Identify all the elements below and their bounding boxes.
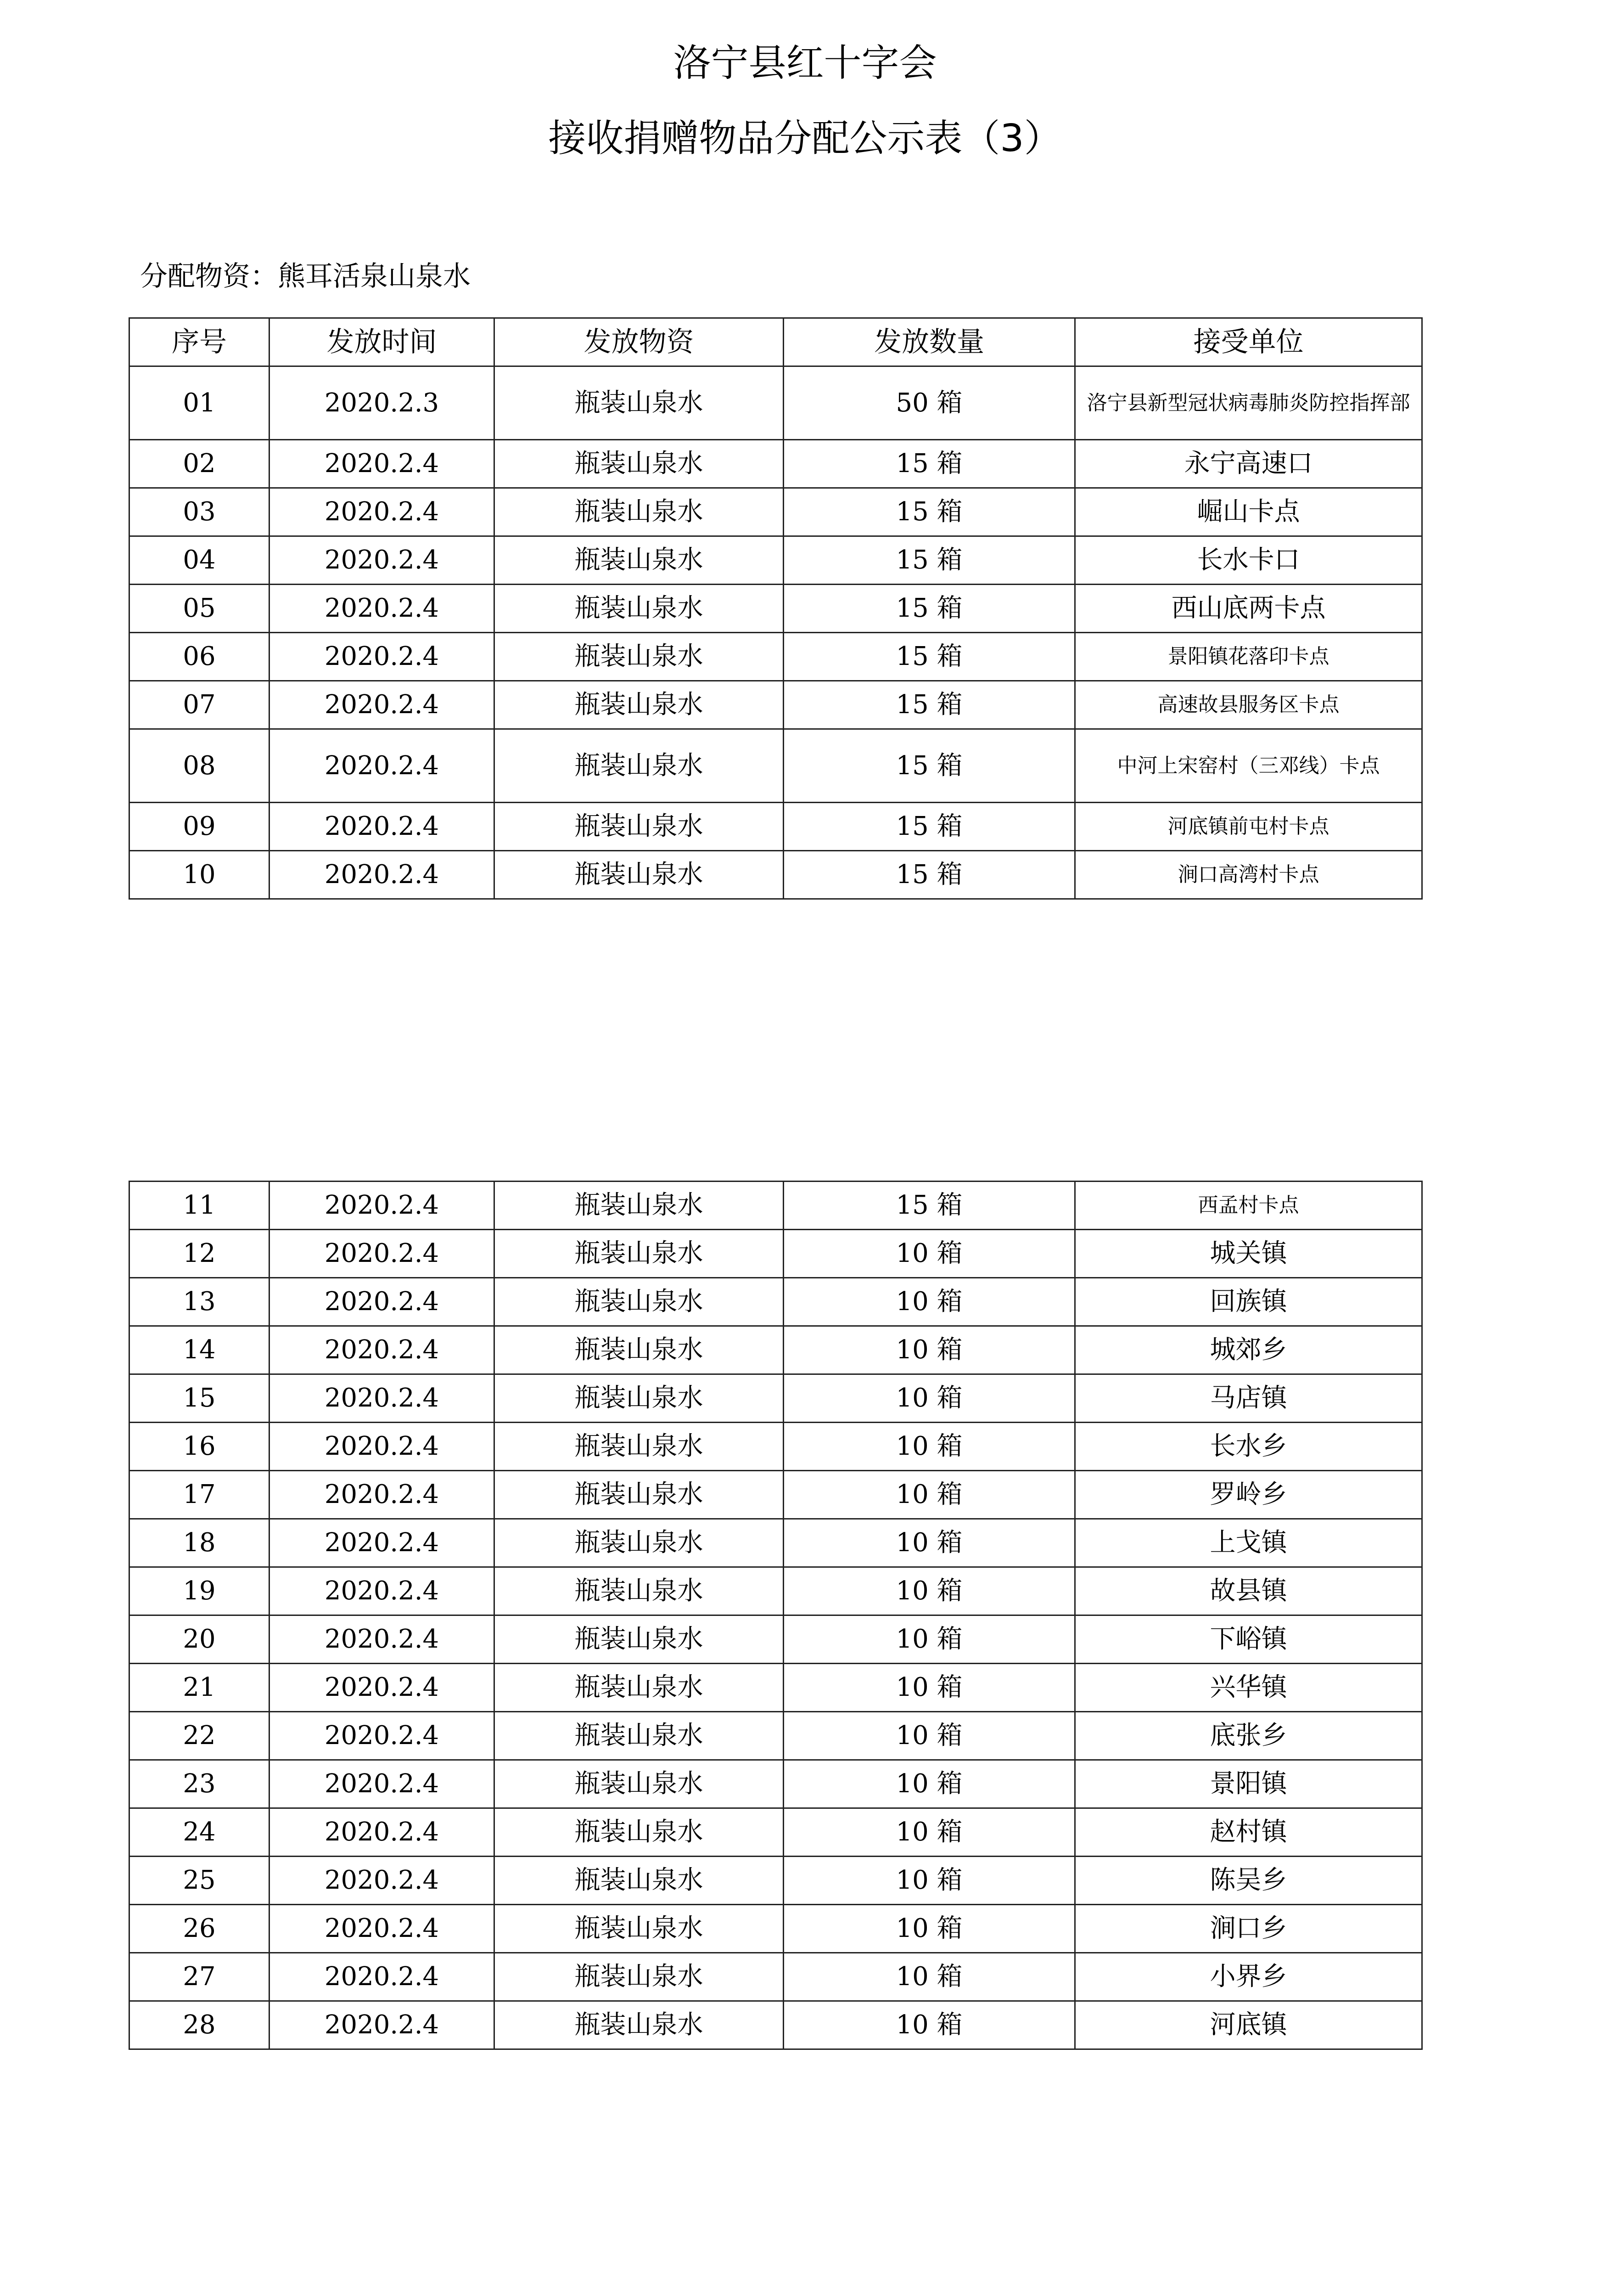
- table-row: [129, 1905, 1422, 1953]
- table-row: [129, 1519, 1422, 1567]
- row-date: 2020.2.4: [269, 1905, 494, 1953]
- row-quantity: 10 箱: [784, 1857, 1075, 1905]
- row-recipient: 长水乡: [1075, 1423, 1422, 1471]
- row-item: 瓶装山泉水: [494, 1664, 784, 1712]
- row-date: 2020.2.4: [269, 1326, 494, 1374]
- row-date: 2020.2.4: [269, 681, 494, 729]
- table-row: [129, 1374, 1422, 1423]
- row-number: 28: [129, 2001, 269, 2049]
- row-quantity: 15 箱: [784, 851, 1075, 899]
- row-quantity: 15 箱: [784, 803, 1075, 851]
- row-number: 09: [129, 803, 269, 851]
- table-row: [129, 1326, 1422, 1374]
- row-recipient: 西山底两卡点: [1075, 585, 1422, 633]
- row-quantity: 10 箱: [784, 1423, 1075, 1471]
- row-date: 2020.2.4: [269, 1808, 494, 1857]
- row-number: 11: [129, 1182, 269, 1230]
- document-title: 洛宁县红十字会: [673, 41, 937, 85]
- row-number: 01: [129, 366, 269, 440]
- row-date: 2020.2.4: [269, 1712, 494, 1760]
- row-recipient: 上戈镇: [1075, 1519, 1422, 1567]
- row-number: 15: [129, 1374, 269, 1423]
- distribution-table-part-1: [129, 317, 1423, 900]
- col-header-item: 发放物资: [494, 318, 784, 366]
- row-date: 2020.2.4: [269, 1567, 494, 1615]
- row-quantity: 15 箱: [784, 440, 1075, 488]
- row-number: 17: [129, 1471, 269, 1519]
- row-item: 瓶装山泉水: [494, 633, 784, 681]
- row-date: 2020.2.4: [269, 585, 494, 633]
- row-quantity: 15 箱: [784, 633, 1075, 681]
- row-date: 2020.2.4: [269, 803, 494, 851]
- row-number: 07: [129, 681, 269, 729]
- row-quantity: 10 箱: [784, 1567, 1075, 1615]
- row-item: 瓶装山泉水: [494, 1905, 784, 1953]
- table-row: [129, 1615, 1422, 1664]
- row-date: 2020.2.4: [269, 1760, 494, 1808]
- row-date: 2020.2.4: [269, 1857, 494, 1905]
- row-number: 19: [129, 1567, 269, 1615]
- row-number: 04: [129, 536, 269, 585]
- row-recipient: 城郊乡: [1075, 1326, 1422, 1374]
- document-subtitle-table-name: 接收捐赠物品分配公示表（3）: [548, 117, 1062, 160]
- row-date: 2020.2.4: [269, 729, 494, 803]
- row-item: 瓶装山泉水: [494, 1567, 784, 1615]
- row-number: 24: [129, 1808, 269, 1857]
- row-number: 16: [129, 1423, 269, 1471]
- row-number: 03: [129, 488, 269, 536]
- row-quantity: 15 箱: [784, 681, 1075, 729]
- row-quantity: 15 箱: [784, 488, 1075, 536]
- table-row: [129, 729, 1422, 803]
- row-item: 瓶装山泉水: [494, 803, 784, 851]
- row-date: 2020.2.4: [269, 1953, 494, 2001]
- row-quantity: 10 箱: [784, 1760, 1075, 1808]
- row-number: 25: [129, 1857, 269, 1905]
- row-item: 瓶装山泉水: [494, 440, 784, 488]
- row-date: 2020.2.4: [269, 1519, 494, 1567]
- row-number: 23: [129, 1760, 269, 1808]
- row-item: 瓶装山泉水: [494, 1953, 784, 2001]
- row-date: 2020.2.4: [269, 440, 494, 488]
- row-item: 瓶装山泉水: [494, 585, 784, 633]
- material-label: 分配物资：熊耳活泉山泉水: [140, 260, 471, 293]
- row-recipient: 中河上宋窑村（三邓线）卡点: [1075, 729, 1422, 803]
- row-item: 瓶装山泉水: [494, 1519, 784, 1567]
- row-quantity: 10 箱: [784, 1615, 1075, 1664]
- table-row: [129, 1230, 1422, 1278]
- row-recipient: 兴华镇: [1075, 1664, 1422, 1712]
- row-quantity: 10 箱: [784, 1326, 1075, 1374]
- row-date: 2020.2.4: [269, 1615, 494, 1664]
- row-number: 14: [129, 1326, 269, 1374]
- row-item: 瓶装山泉水: [494, 1326, 784, 1374]
- table-row: [129, 681, 1422, 729]
- row-quantity: 15 箱: [784, 1182, 1075, 1230]
- row-item: 瓶装山泉水: [494, 536, 784, 585]
- table-row: [129, 585, 1422, 633]
- row-quantity: 15 箱: [784, 585, 1075, 633]
- table-row: [129, 488, 1422, 536]
- row-recipient: 河底镇前屯村卡点: [1075, 803, 1422, 851]
- row-number: 13: [129, 1278, 269, 1326]
- row-recipient: 涧口高湾村卡点: [1075, 851, 1422, 899]
- row-recipient: 城关镇: [1075, 1230, 1422, 1278]
- row-date: 2020.2.4: [269, 1182, 494, 1230]
- table-row: [129, 366, 1422, 440]
- row-item: 瓶装山泉水: [494, 488, 784, 536]
- row-number: 20: [129, 1615, 269, 1664]
- col-header-recipient: 接受单位: [1075, 318, 1422, 366]
- row-number: 18: [129, 1519, 269, 1567]
- table-row: [129, 851, 1422, 899]
- row-item: 瓶装山泉水: [494, 1615, 784, 1664]
- table-row: [129, 1808, 1422, 1857]
- row-quantity: 10 箱: [784, 1905, 1075, 1953]
- row-quantity: 10 箱: [784, 1374, 1075, 1423]
- table-header-row: [129, 318, 1422, 366]
- row-item: 瓶装山泉水: [494, 1423, 784, 1471]
- table-row: [129, 1278, 1422, 1326]
- distribution-table-part-2: [129, 1181, 1423, 2050]
- row-date: 2020.2.4: [269, 1278, 494, 1326]
- row-recipient: 涧口乡: [1075, 1905, 1422, 1953]
- row-quantity: 10 箱: [784, 1664, 1075, 1712]
- row-number: 21: [129, 1664, 269, 1712]
- row-date: 2020.2.4: [269, 633, 494, 681]
- row-number: 10: [129, 851, 269, 899]
- row-quantity: 15 箱: [784, 536, 1075, 585]
- row-date: 2020.2.4: [269, 536, 494, 585]
- row-recipient: 永宁高速口: [1075, 440, 1422, 488]
- row-recipient: 洛宁县新型冠状病毒肺炎防控指挥部: [1075, 366, 1422, 440]
- row-item: 瓶装山泉水: [494, 1712, 784, 1760]
- col-header-number: 序号: [129, 318, 269, 366]
- row-item: 瓶装山泉水: [494, 366, 784, 440]
- row-date: 2020.2.4: [269, 1471, 494, 1519]
- col-header-date: 发放时间: [269, 318, 494, 366]
- row-recipient: 赵村镇: [1075, 1808, 1422, 1857]
- row-recipient: 底张乡: [1075, 1712, 1422, 1760]
- table-row: [129, 803, 1422, 851]
- row-item: 瓶装山泉水: [494, 1471, 784, 1519]
- row-quantity: 10 箱: [784, 1712, 1075, 1760]
- table-row: [129, 1857, 1422, 1905]
- row-number: 05: [129, 585, 269, 633]
- table-row: [129, 1182, 1422, 1230]
- row-date: 2020.2.4: [269, 851, 494, 899]
- row-recipient: 景阳镇花落印卡点: [1075, 633, 1422, 681]
- row-recipient: 故县镇: [1075, 1567, 1422, 1615]
- col-header-quantity: 发放数量: [784, 318, 1075, 366]
- row-quantity: 10 箱: [784, 1230, 1075, 1278]
- row-quantity: 50 箱: [784, 366, 1075, 440]
- row-recipient: 景阳镇: [1075, 1760, 1422, 1808]
- row-number: 26: [129, 1905, 269, 1953]
- row-item: 瓶装山泉水: [494, 681, 784, 729]
- row-quantity: 10 箱: [784, 2001, 1075, 2049]
- table-row: [129, 1664, 1422, 1712]
- row-recipient: 陈吴乡: [1075, 1857, 1422, 1905]
- row-quantity: 10 箱: [784, 1471, 1075, 1519]
- table-row: [129, 440, 1422, 488]
- row-number: 08: [129, 729, 269, 803]
- row-item: 瓶装山泉水: [494, 2001, 784, 2049]
- row-quantity: 15 箱: [784, 729, 1075, 803]
- row-recipient: 西孟村卡点: [1075, 1182, 1422, 1230]
- table-row: [129, 1712, 1422, 1760]
- row-recipient: 长水卡口: [1075, 536, 1422, 585]
- row-date: 2020.2.3: [269, 366, 494, 440]
- row-quantity: 10 箱: [784, 1519, 1075, 1567]
- row-quantity: 10 箱: [784, 1953, 1075, 2001]
- row-date: 2020.2.4: [269, 488, 494, 536]
- table-row: [129, 1760, 1422, 1808]
- row-number: 02: [129, 440, 269, 488]
- row-number: 12: [129, 1230, 269, 1278]
- row-quantity: 10 箱: [784, 1278, 1075, 1326]
- row-number: 22: [129, 1712, 269, 1760]
- row-number: 27: [129, 1953, 269, 2001]
- row-item: 瓶装山泉水: [494, 851, 784, 899]
- row-item: 瓶装山泉水: [494, 729, 784, 803]
- table-row: [129, 1567, 1422, 1615]
- row-item: 瓶装山泉水: [494, 1374, 784, 1423]
- table-row: [129, 1953, 1422, 2001]
- row-recipient: 罗岭乡: [1075, 1471, 1422, 1519]
- row-recipient: 小界乡: [1075, 1953, 1422, 2001]
- row-recipient: 下峪镇: [1075, 1615, 1422, 1664]
- table-row: [129, 2001, 1422, 2049]
- row-recipient: 高速故县服务区卡点: [1075, 681, 1422, 729]
- row-item: 瓶装山泉水: [494, 1182, 784, 1230]
- row-date: 2020.2.4: [269, 1664, 494, 1712]
- table-row: [129, 1423, 1422, 1471]
- row-item: 瓶装山泉水: [494, 1857, 784, 1905]
- table-row: [129, 536, 1422, 585]
- table-row: [129, 633, 1422, 681]
- row-item: 瓶装山泉水: [494, 1760, 784, 1808]
- row-item: 瓶装山泉水: [494, 1230, 784, 1278]
- row-number: 06: [129, 633, 269, 681]
- row-recipient: 马店镇: [1075, 1374, 1422, 1423]
- row-date: 2020.2.4: [269, 2001, 494, 2049]
- row-recipient: 回族镇: [1075, 1278, 1422, 1326]
- row-item: 瓶装山泉水: [494, 1278, 784, 1326]
- row-date: 2020.2.4: [269, 1423, 494, 1471]
- row-recipient: 崛山卡点: [1075, 488, 1422, 536]
- table-row: [129, 1471, 1422, 1519]
- row-quantity: 10 箱: [784, 1808, 1075, 1857]
- row-item: 瓶装山泉水: [494, 1808, 784, 1857]
- row-recipient: 河底镇: [1075, 2001, 1422, 2049]
- row-date: 2020.2.4: [269, 1374, 494, 1423]
- row-date: 2020.2.4: [269, 1230, 494, 1278]
